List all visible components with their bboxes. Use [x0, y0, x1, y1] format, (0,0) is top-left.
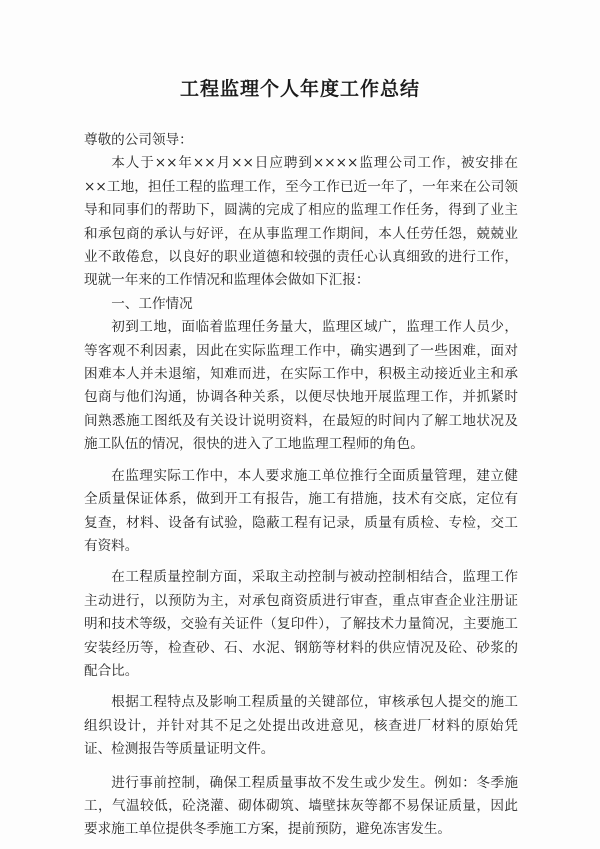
body-paragraph: 根据工程特点及影响工程质量的关键部位，审核承包人提交的施工组织设计，并针对其不足之处提出改进意见，核查进厂材料的原始凭证、检测报告等质量证明文件。	[84, 694, 518, 758]
salutation: 尊敬的公司领导：	[84, 132, 193, 148]
body-paragraph: 在监理实际工作中，本人要求施工单位推行全面质量管理，建立健全质量保证体系，做到开工有报告，施工有措施，技术有交底，定位有复查，材料、设备有试验，隐蔽工程有记录，质量有质检、专检，交工有资料。	[84, 467, 518, 554]
section-heading-work-status: 一、工作情况	[111, 295, 193, 312]
body-paragraph: 进行事前控制，确保工程质量事故不发生或少发生。例如：冬季施工，气温较低，砼浇灌、砌体砌筑、墙壁抹灰等都不易保证质量，因此要求施工单位提供冬季施工方案，提前预防，避免冻害发生。	[84, 774, 518, 838]
document-title: 工程监理个人年度工作总结	[179, 78, 420, 100]
body-paragraph: 初到工地，面临着监理任务量大，监理区域广，监理工作人员少，等客观不利因素，因此在实际监理工作中，确实遇到了一些困难，面对困难本人并未退缩，知难而进，在实际工作中，积极主动接近业主和承包商与他们沟通，协调各种关系，以便尽快地开展监理工作，并抓紧时间熟悉施工图纸及有关设计说明资料，在最短的时间内了解工地状况及施工队伍的情况，很快的进入了工地监理工程师的角色。	[84, 319, 518, 453]
body-paragraph: 在工程质量控制方面，采取主动控制与被动控制相结合，监理工作主动进行，以预防为主，对承包商资质进行审查，重点审查企业注册证明和技术等级，交验有关证件（复印件），了解技术力量简况，主要施工安装经历等，检查砂、石、水泥、钢筋等材料的供应情况及砼、砂浆的配合比。	[84, 569, 518, 679]
document-body	[84, 129, 518, 842]
intro-paragraph: 本人于××年××月××日应聘到××××监理公司工作，被安排在××工地，担任工程的监理工作，至今工作已近一年了，一年来在公司领导和同事们的帮助下，圆满的完成了相应的监理工作任务，得到了业主和承包商的承认与好评，在从事监理工作期间，本人任劳任怨，兢兢业业不敢倦怠，以良好的职业道德和较强的责任心认真细致的进行工作，现就一年来的工作情况和监理体会做如下汇报：	[84, 155, 518, 289]
